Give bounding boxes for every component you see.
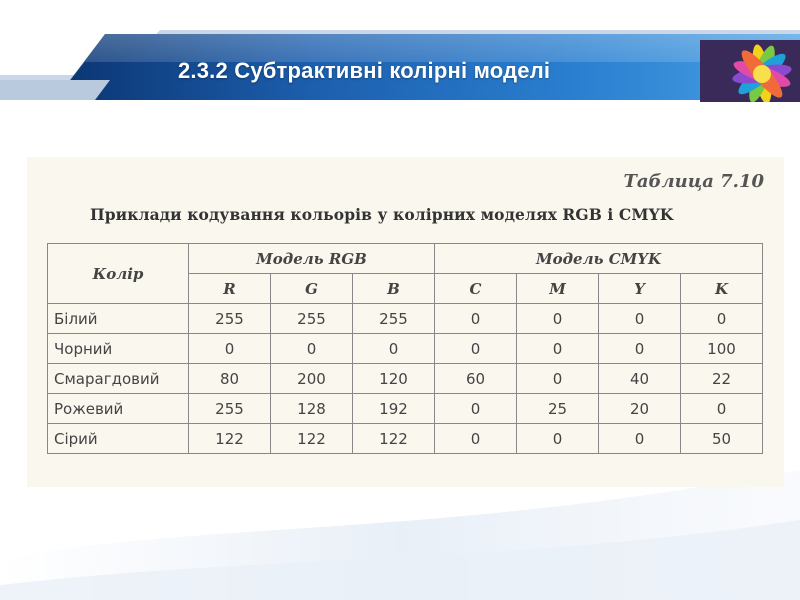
table-cell: 0 [681,394,763,424]
table-cell: 0 [517,334,599,364]
table-cell: 192 [353,394,435,424]
table-cell: 80 [189,364,271,394]
table-cell: 122 [353,424,435,454]
table-cell: 255 [189,394,271,424]
row-name: Рожевий [48,394,189,424]
table-cell: 120 [353,364,435,394]
column-header: C [435,274,517,304]
table-cell: 0 [271,334,353,364]
column-header: R [189,274,271,304]
table-cell: 0 [435,424,517,454]
table-number: Таблица 7.10 [623,171,764,192]
flower-image [700,40,800,102]
table-cell: 0 [517,424,599,454]
table-cell: 122 [271,424,353,454]
header-banner [0,0,800,110]
row-name: Сірий [48,424,189,454]
table-cell: 255 [353,304,435,334]
header-group-cmyk: Модель CMYK [435,244,763,274]
table-cell: 0 [599,424,681,454]
table-cell: 22 [681,364,763,394]
table-cell: 255 [189,304,271,334]
column-header: G [271,274,353,304]
table-cell: 0 [353,334,435,364]
table-cell: 0 [189,334,271,364]
slide-title: 2.3.2 Субтрактивні колірні моделі [178,58,551,83]
table-cell: 50 [681,424,763,454]
column-header: B [353,274,435,304]
table-cell: 100 [681,334,763,364]
table-cell: 122 [189,424,271,454]
table-row [48,364,763,394]
table-cell: 25 [517,394,599,424]
row-name: Смарагдовий [48,364,189,394]
header-color: Колір [48,244,189,304]
table-cell: 255 [271,304,353,334]
table-panel [27,157,784,487]
table-cell: 0 [435,304,517,334]
row-name: Білий [48,304,189,334]
column-header: M [517,274,599,304]
table-cell: 200 [271,364,353,394]
table-cell: 20 [599,394,681,424]
table-cell: 128 [271,394,353,424]
header-group-rgb: Модель RGB [189,244,435,274]
table-cell: 0 [681,304,763,334]
table-row [48,424,763,454]
column-header: Y [599,274,681,304]
color-model-table [47,243,763,454]
table-cell: 0 [599,334,681,364]
table-cell: 0 [435,334,517,364]
table-cell: 0 [517,364,599,394]
table-caption: Приклади кодування кольорів у колірних моделях RGB і CMYK [90,205,674,224]
column-header: K [681,274,763,304]
table-cell: 60 [435,364,517,394]
table-row [48,334,763,364]
table-row [48,304,763,334]
row-name: Чорний [48,334,189,364]
table-row [48,394,763,424]
table-cell: 0 [517,304,599,334]
table-cell: 40 [599,364,681,394]
table-cell: 0 [435,394,517,424]
table-cell: 0 [599,304,681,334]
